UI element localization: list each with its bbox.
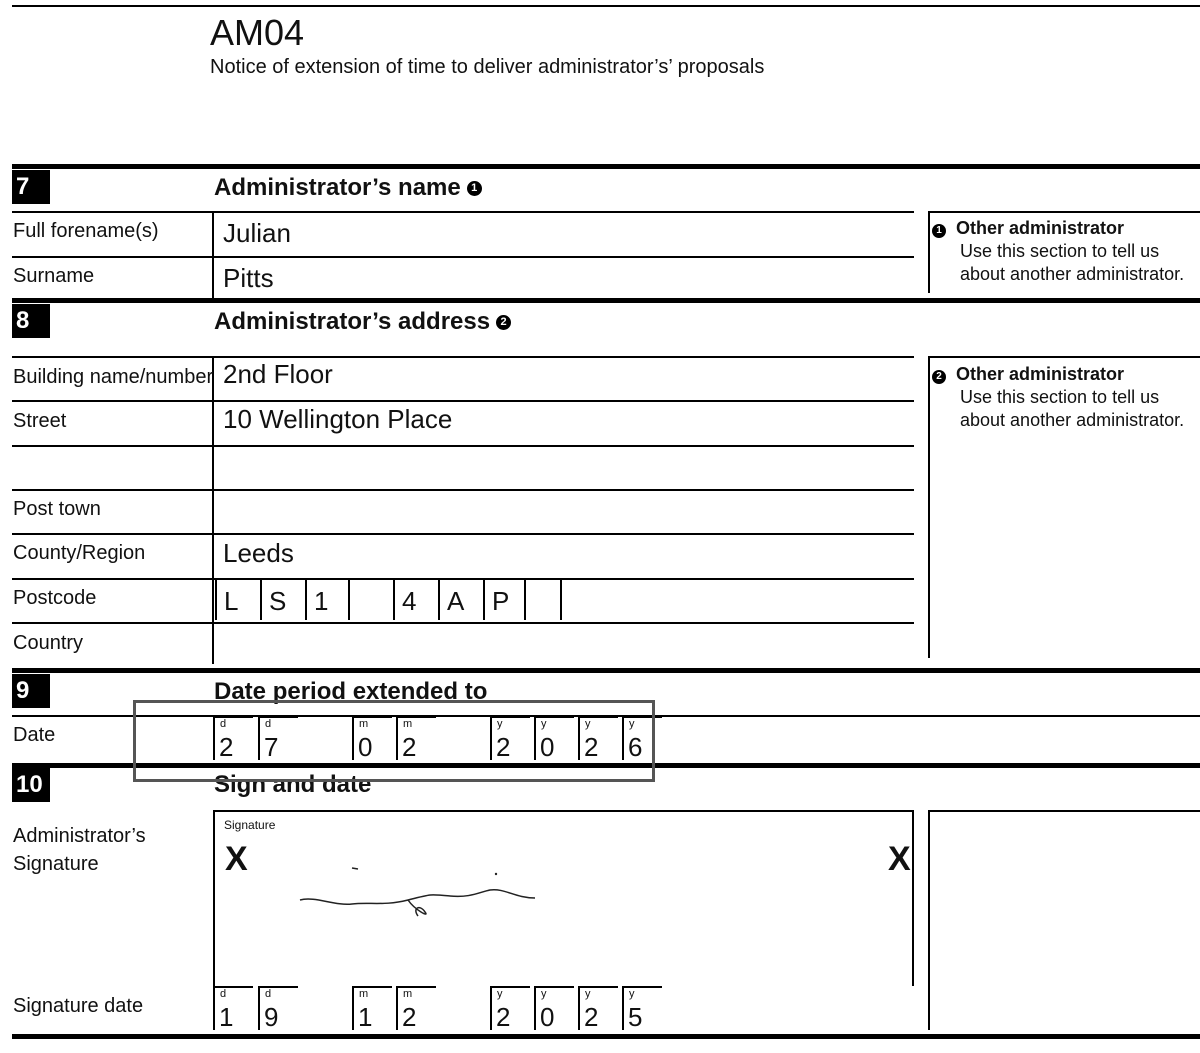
date-digit: 0 <box>540 732 555 762</box>
date-digit: 0 <box>540 1002 555 1032</box>
date-hint: y <box>585 718 591 730</box>
section-9-title: Date period extended to <box>214 678 488 705</box>
date-digit: 5 <box>628 1002 643 1032</box>
date-digit: 2 <box>584 1002 599 1032</box>
postcode-char[interactable]: 1 <box>305 578 343 620</box>
date-hint: d <box>265 988 272 1000</box>
sig-date-box-day[interactable] <box>258 986 298 1030</box>
date-digit: 2 <box>496 1002 511 1032</box>
sig-date-box-month[interactable] <box>352 986 392 1030</box>
info-marker-icon: 2 <box>496 315 511 330</box>
divider <box>12 211 914 213</box>
date-digit: 2 <box>402 732 417 762</box>
signature-box-left <box>213 810 215 986</box>
section-8-title <box>214 308 511 336</box>
bottom-rule <box>12 1034 1200 1039</box>
section-9-rule <box>12 668 1200 673</box>
postcode-char[interactable]: 4 <box>393 578 431 620</box>
building-label: Building name/number <box>13 366 214 388</box>
section-7-rule <box>12 164 1200 169</box>
note-title: Other administrator <box>956 218 1125 238</box>
postcode-char[interactable]: P <box>483 578 521 620</box>
sig-date-box-year[interactable] <box>490 986 530 1030</box>
other-administrator-note-2 <box>932 363 1197 432</box>
form-subtitle: Notice of extension of time to deliver administrator’s’ proposals <box>210 56 765 78</box>
date-hint: m <box>403 988 413 1000</box>
divider <box>12 533 914 535</box>
info-marker-icon: 1 <box>932 224 946 238</box>
surname-field[interactable]: Pitts <box>223 263 274 293</box>
section-7-title <box>214 174 482 202</box>
date-hint: y <box>585 988 591 1000</box>
highlight-box <box>133 700 655 782</box>
signature-box-label: Signature <box>224 818 276 832</box>
date-digit: 7 <box>264 732 279 762</box>
section-8-rule <box>12 298 1200 303</box>
top-rule <box>12 5 1200 7</box>
divider <box>928 211 1200 213</box>
sig-date-box-year[interactable] <box>578 986 618 1030</box>
signature-box-right <box>912 810 914 986</box>
form-code: AM04 <box>210 12 305 53</box>
address-line-3-field[interactable] <box>223 449 903 479</box>
sig-date-box-day[interactable] <box>213 986 253 1030</box>
date-digit: 2 <box>496 732 511 762</box>
date-hint: y <box>629 988 635 1000</box>
date-hint: y <box>629 718 635 730</box>
divider <box>12 445 914 447</box>
date-label: Date <box>13 724 56 746</box>
postcode-char[interactable]: L <box>215 578 253 620</box>
forename-label: Full forename(s) <box>13 220 159 242</box>
info-marker-icon: 2 <box>932 370 946 384</box>
sig-date-box-year[interactable] <box>622 986 662 1030</box>
section-7-title-text: Administrator’s name <box>214 174 461 201</box>
field-divider <box>212 356 214 664</box>
section-10-title: Sign and date <box>214 771 372 798</box>
forename-field[interactable]: Julian <box>223 218 291 248</box>
county-label: County/Region <box>13 542 146 564</box>
building-field[interactable]: 2nd Floor <box>223 359 333 389</box>
signature-x-mark-right: X <box>888 840 911 878</box>
divider <box>213 810 913 812</box>
date-hint: m <box>403 718 413 730</box>
handwritten-signature[interactable] <box>290 860 550 924</box>
date-digit: 6 <box>628 732 643 762</box>
postcode-char[interactable]: S <box>260 578 298 620</box>
country-field[interactable] <box>223 627 903 657</box>
divider <box>12 256 914 258</box>
side-box-left <box>928 810 930 1030</box>
other-administrator-note-1 <box>932 217 1197 286</box>
date-hint: m <box>359 988 369 1000</box>
divider <box>928 356 1200 358</box>
postcode-char[interactable]: A <box>438 578 476 620</box>
date-digit: 1 <box>358 1002 373 1032</box>
signature-date-label: Signature date <box>13 995 144 1017</box>
date-hint: y <box>497 718 503 730</box>
date-digit: 2 <box>584 732 599 762</box>
section-9-number: 9 <box>12 674 50 708</box>
date-hint: d <box>220 718 227 730</box>
note-text: Use this section to tell us about another administrator. <box>960 387 1185 430</box>
date-hint: m <box>359 718 369 730</box>
date-hint: y <box>541 988 547 1000</box>
sig-date-box-month[interactable] <box>396 986 436 1030</box>
sig-date-box-year[interactable] <box>534 986 574 1030</box>
date-digit: 9 <box>264 1002 279 1032</box>
country-label: Country <box>13 632 84 654</box>
note-divider <box>928 211 930 293</box>
signature-x-mark-left: X <box>225 840 248 878</box>
date-digit: 2 <box>402 1002 417 1032</box>
date-digit: 1 <box>219 1002 234 1032</box>
info-marker-icon: 1 <box>467 181 482 196</box>
section-7-number: 7 <box>12 170 50 204</box>
street-field[interactable]: 10 Wellington Place <box>223 404 453 434</box>
post-town-field[interactable] <box>223 494 903 524</box>
divider <box>12 622 914 624</box>
section-8-number: 8 <box>12 304 50 338</box>
date-hint: y <box>497 988 503 1000</box>
divider <box>12 400 914 402</box>
postcode-label: Postcode <box>13 587 97 609</box>
date-digit: 0 <box>358 732 373 762</box>
divider <box>928 810 1200 812</box>
county-field[interactable]: Leeds <box>223 538 294 568</box>
section-8-title-text: Administrator’s address <box>214 308 491 335</box>
date-hint: y <box>541 718 547 730</box>
date-digit: 2 <box>219 732 234 762</box>
street-label: Street <box>13 410 67 432</box>
divider <box>12 356 914 358</box>
postcode-char[interactable] <box>524 578 562 620</box>
divider <box>12 489 914 491</box>
field-divider <box>212 211 214 299</box>
note-title: Other administrator <box>956 364 1125 384</box>
note-divider <box>928 356 930 658</box>
date-hint: d <box>220 988 227 1000</box>
note-text: Use this section to tell us about another administrator. <box>960 241 1185 284</box>
surname-label: Surname <box>13 265 95 287</box>
section-10-number: 10 <box>12 768 50 802</box>
date-hint: d <box>265 718 272 730</box>
post-town-label: Post town <box>13 498 101 520</box>
postcode-char[interactable] <box>348 578 386 620</box>
administrator-signature-label: Administrator’s Signature <box>13 825 146 875</box>
